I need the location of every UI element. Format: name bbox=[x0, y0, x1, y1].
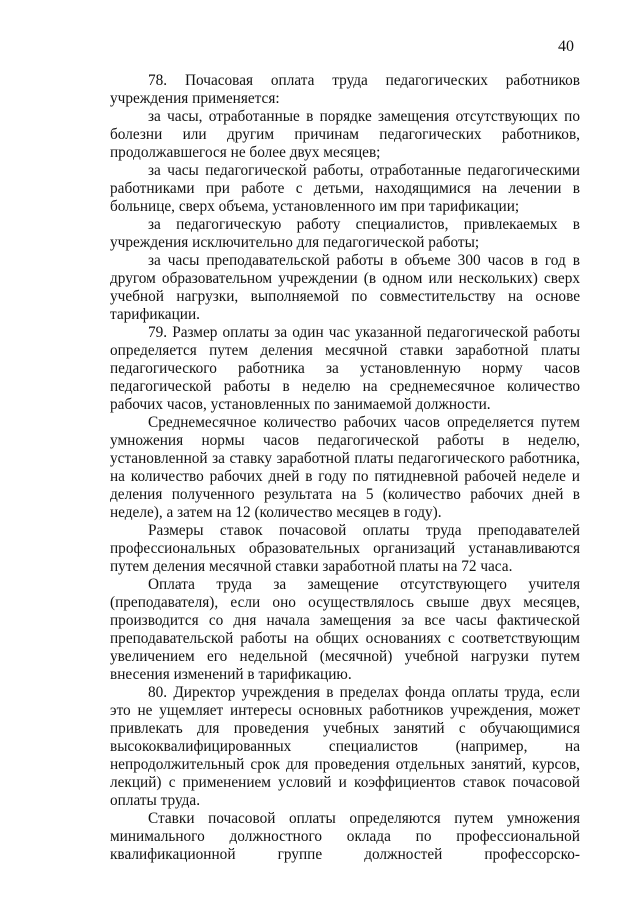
paragraph-79-hour-rate: 79. Размер оплаты за один час указанной педагогической работы определяется путем деления месячной ставки заработной платы педагогического работника за установленную норму часов педагогической работы в неделю на среднемесячное количество рабочих часов, установленных по занимаемой должности. bbox=[110, 324, 580, 413]
paragraph-hourly-rates: Размеры ставок почасовой оплаты труда преподавателей профессиональных образовательных организаций устанавливаются путем деления месячной ставки заработной платы на 72 часа. bbox=[110, 522, 580, 575]
document-body bbox=[110, 72, 580, 864]
page-number: 40 bbox=[558, 38, 574, 55]
paragraph-substitution-hours: за часы, отработанные в порядке замещения отсутствующих по болезни или другим причинам педагогических работников, продолжавшегося не более двух месяцев; bbox=[110, 108, 580, 161]
paragraph-average-hours: Среднемесячное количество рабочих часов определяется путем умножения нормы часов педагогической работы в неделю, установленной за ставку заработной платы педагогического работника, на количество рабочих дней в году по пятидневной рабочей неделе и деления полученного результата на 5 (количество рабочих дней в неделе), а затем на 12 (количество месяцев в году). bbox=[110, 414, 580, 521]
paragraph-78-intro: 78. Почасовая оплата труда педагогических работников учреждения применяется: bbox=[110, 72, 580, 107]
paragraph-teaching-hours: за часы преподавательской работы в объеме 300 часов в год в другом образовательном учреждении (в одном или нескольких) сверх учебной нагрузки, выполняемой по совместительству на основе тарификации. bbox=[110, 252, 580, 323]
paragraph-hospital-work: за часы педагогической работы, отработанные педагогическими работниками при работе с детьми, находящимися на лечении в больнице, сверх объема, установленного им при тарификации; bbox=[110, 162, 580, 215]
paragraph-80-director: 80. Директор учреждения в пределах фонда оплаты труда, если это не ущемляет интересы основных работников учреждения, может привлекать для проведения учебных занятий с обучающимися высококвалифицированных специалистов (например, на непродолжительный срок для проведения отдельных занятий, курсов, лекций) с применением условий и коэффициентов ставок почасовой оплаты труда. bbox=[110, 684, 580, 809]
paragraph-specialists: за педагогическую работу специалистов, привлекаемых в учреждения исключительно для педагогической работы; bbox=[110, 216, 580, 251]
paragraph-rates-calculation: Ставки почасовой оплаты определяются путем умножения минимального должностного оклада по профессиональной квалификационной группе должностей профессорско- bbox=[110, 810, 580, 863]
paragraph-substitute-pay: Оплата труда за замещение отсутствующего учителя (преподавателя), если оно осуществлялось свыше двух месяцев, производится со дня начала замещения за все часы фактической преподавательской работы на общих основаниях с соответствующим увеличением его недельной (месячной) учебной нагрузки путем внесения изменений в тарификацию. bbox=[110, 576, 580, 683]
